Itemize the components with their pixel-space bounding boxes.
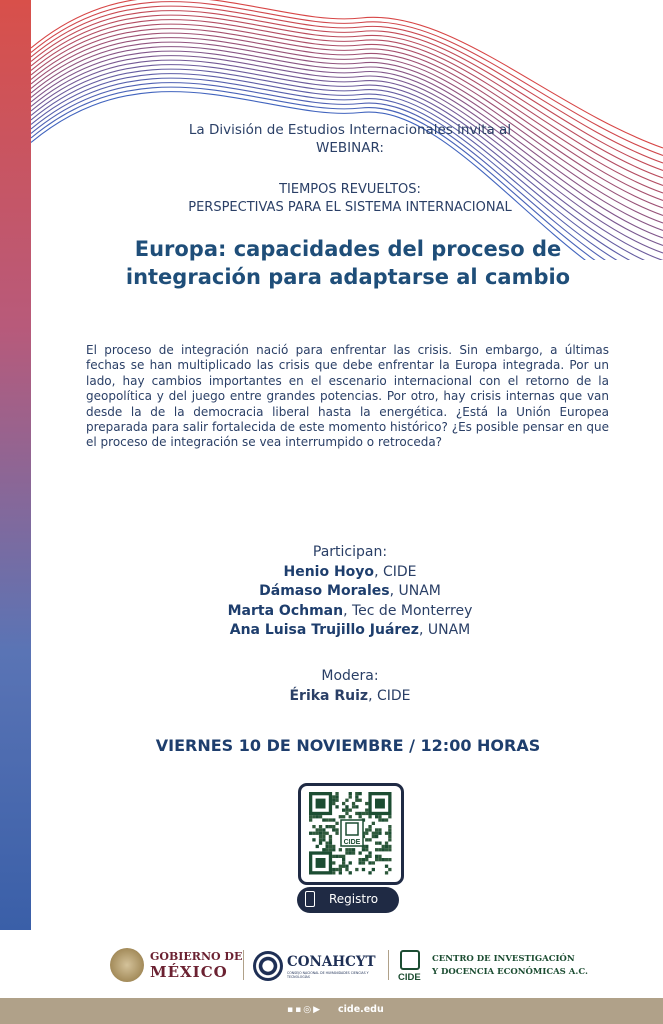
centro-label-2: Y DOCENCIA ECONÓMICAS A.C. [432, 967, 588, 977]
invitation-line: La División de Estudios Internacionales invita al [188, 122, 512, 138]
participant-name: Henio Hoyo [283, 563, 375, 580]
facebook-icon[interactable]: ▪ [287, 1005, 296, 1015]
webinar-label: WEBINAR: [316, 140, 384, 156]
event-date: VIERNES 10 DE NOVIEMBRE / 12:00 HORAS [155, 736, 541, 755]
moderator [100, 687, 600, 707]
participant [100, 621, 600, 641]
participant-affiliation: , UNAM [418, 622, 471, 638]
social-icons [287, 1005, 322, 1015]
qr-cide-label: CIDE [343, 839, 361, 846]
event-title [60, 235, 636, 291]
footer-logos [0, 930, 663, 998]
participants-heading: Participan: [312, 544, 388, 560]
wave-line [31, 65, 663, 260]
participant-affiliation: , UNAM [389, 583, 441, 599]
moderator-name: Érika Ruiz [289, 687, 369, 704]
footer-divider [243, 950, 244, 980]
title-line: Europa: capacidades del proceso de [134, 237, 562, 261]
participant [100, 602, 600, 622]
qr-code[interactable] [298, 783, 404, 885]
moderator-affiliation: , CIDE [368, 687, 411, 704]
website-link[interactable]: cide.edu [338, 1004, 384, 1015]
conahcyt-label: CONAHCYT [287, 954, 376, 970]
mexico-label: MÉXICO [150, 963, 228, 981]
instagram-icon[interactable]: ◎ [303, 1005, 314, 1015]
youtube-icon[interactable]: ▶ [313, 1005, 322, 1015]
participant-name: Dámaso Morales [259, 583, 390, 599]
conahcyt-logo-icon [253, 951, 283, 981]
conahcyt-subtitle: CONSEJO NACIONAL DE HUMANIDADES CIENCIAS Y TECNOLOGÍAS [287, 971, 369, 979]
centro-label: CENTRO DE INVESTIGACIÓN [432, 954, 575, 964]
participant-affiliation: , Tec de Monterrey [343, 602, 473, 619]
participant-name: Ana Luisa Trujillo Juárez [229, 622, 419, 638]
participant-affiliation: , CIDE [374, 563, 417, 580]
abstract-paragraph: El proceso de integración nació para enfrentar las crisis. Sin embargo, a últimas fechas se han multiplicado las crisis que debe enfrentar la Europa integrada. Por un lado, hay cambios importantes en el escenario internacional con el retorno de la geopolítica y del juego entre grandes potencias. Por otro, hay crisis internas que van desde la de la democracia liberal hasta la energética. ¿Está la Unión Europea preparada para salir fortalecida de este momento histórico? ¿Es posible pensar en que el proceso de integración se vea interrumpido o retroceda? [86, 343, 609, 450]
mexico-seal-icon [110, 948, 144, 982]
phone-icon [305, 891, 315, 907]
participant [100, 563, 600, 583]
cide-label: CIDE [398, 972, 421, 983]
moderator-section [100, 667, 600, 706]
footer-divider [388, 950, 389, 980]
participant [100, 582, 600, 602]
left-gradient-bar [0, 0, 31, 930]
series-title [80, 181, 620, 217]
cide-logo-icon [400, 950, 420, 970]
title-line: integración para adaptarse al cambio [125, 265, 571, 289]
twitter-icon[interactable]: ▪ [295, 1005, 304, 1015]
participant-name: Marta Ochman [227, 602, 344, 619]
qr-code-graphic [301, 786, 401, 882]
series-subtitle: PERSPECTIVAS PARA EL SISTEMA INTERNACIONAL [188, 200, 512, 215]
series-line: TIEMPOS REVUELTOS: [279, 182, 421, 197]
moderator-heading: Modera: [321, 668, 379, 684]
registration-button[interactable] [297, 887, 399, 913]
gobierno-label: GOBIERNO DE [150, 950, 243, 963]
participants-section [100, 543, 600, 641]
wave-line [31, 69, 663, 260]
registration-label: Registro [329, 892, 379, 906]
footer-bar [0, 998, 663, 1024]
invitation-text [100, 121, 600, 157]
